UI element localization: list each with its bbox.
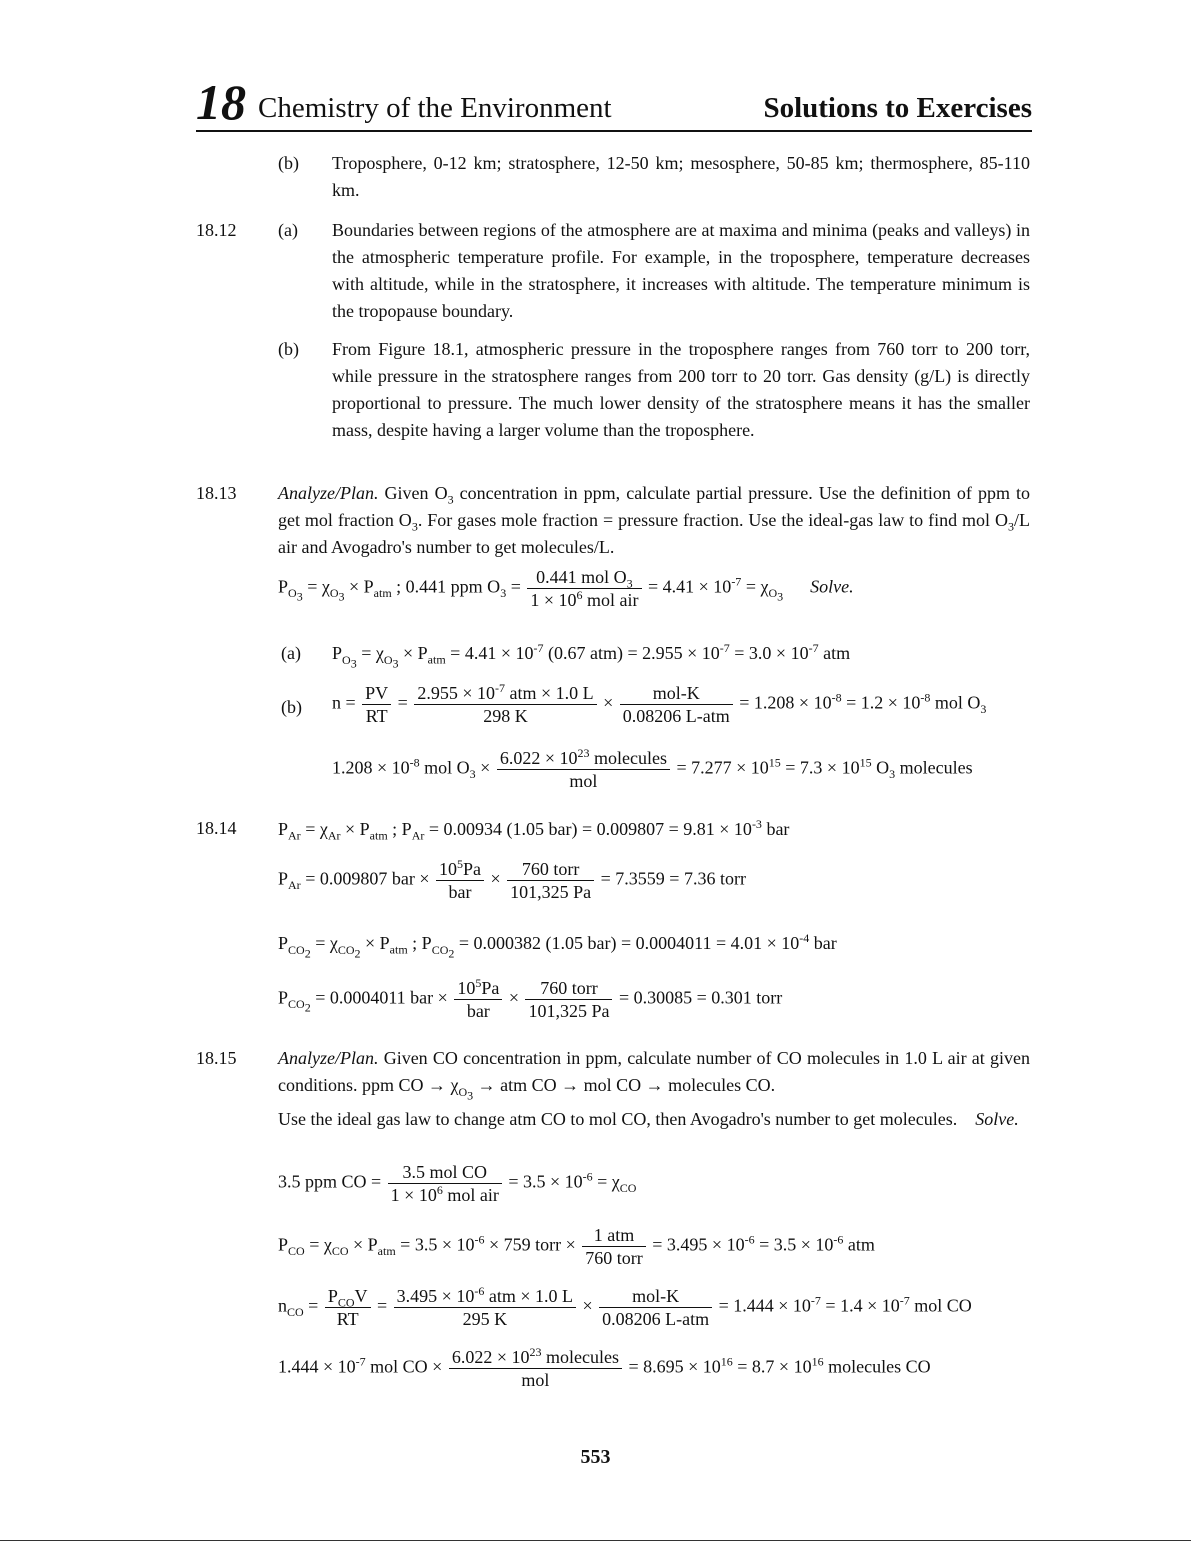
exercise-number: 18.12 [196,220,237,240]
text: mol CO × [365,1356,447,1377]
text: 1 × 10 [530,590,577,610]
text: mol [569,771,598,791]
text: 101,325 Pa [510,882,592,902]
text: = 0.30085 = 0.301 torr [618,987,783,1008]
text: bar [809,933,837,953]
equation-1814-co2: $P_{CO_2} = \chi_{CO_2} \times P_{atm}$ ; $P_{CO_2} = 0.000382$ (1.05 $bar) = 0.0004011 = 4.01 \times 10^{-4}$ bar [278,931,837,960]
equation-1814-ar-torr: $P_{Ar} = 0.009807$ bar × $\frac{10^5Pa}{\text{bar}}$ × $\frac{\text{760 torr}}{101,325 Pa}$ = 7.3559 = 7.36 torr [278,857,746,902]
item-label: (b) [281,697,302,717]
text: 760 torr [585,1248,643,1268]
fraction [599,1285,712,1330]
equation-1815-ppm: 3.5 ppm CO = $\frac{\text{3.5 mol CO}}{1 \times 10^6 mol air}$ = $3.5 \times 10^{-6} = \chi_{CO}$ [278,1162,637,1205]
text: 1.208 × 10 [332,757,410,778]
running-header [196,74,1032,132]
text: /L air and Avogadro's number to get molecules/L. [278,510,1030,557]
text: ; P [407,933,432,953]
text: atm [818,643,851,663]
fraction [507,858,594,903]
text: Pa [462,859,481,879]
text: = 3.5 × 10 [395,1234,475,1255]
text: 10 [457,978,476,998]
paragraph-1811b: Troposphere, 0-12 km; stratosphere, 12-50 km; mesosphere, 50-85 km; thermosphere, 85-110 km. [332,153,1030,200]
fraction: $\frac{6.022 \times 10^{23} molecules}{\text{mol}}$ [449,1346,622,1391]
text: = 1.2 × 10 [841,692,921,713]
text: bar [761,819,790,839]
paragraph-1813: Analyze/Plan. Given $O_3$ concentration in ppm, calculate partial pressure. Use the definition of ppm to get mol fraction $O_3$. For gases mole fraction = pressure fraction. Use the ideal-gas law to find mol $O_3/L$ air and Avogadro's number to get molecules/L. [278,483,1030,557]
equation-1814-co2-torr: $P_{CO_2} = 0.0004011$ bar × $\frac{10^5Pa}{\text{bar}}$ × $\frac{\text{760 torr}}{101,325 Pa}$ = 0.30085 = 0.301 torr [278,976,783,1021]
text: bar [466,1001,490,1021]
text: 3.495 × 10 [396,1286,475,1306]
analyze-plan-label: Analyze/Plan. [278,1048,379,1068]
text: 1 atm [582,1224,646,1247]
equation-1815-nco: $n_{CO}$ = $\frac{P_{CO}V}{RT}$ = $\frac{3.495 \times 10^{-6} atm \times 1.0 L}{295 K}$ × $\frac{\text{mol-K}}{\text{0.08206 L-atm}}$ = $1.444 \times 10^{-7} = 1.4 \times 10^{-7}$ mol CO [278,1284,972,1329]
text: mol O [419,757,470,778]
exercise-number: 18.13 [196,483,237,503]
chapter-number: 18 [196,74,246,130]
fraction: $\frac{0.441 mol O_3}{1 \times 10^6 mol air}$ [527,566,641,611]
fraction [362,682,391,727]
text: bar [448,882,472,902]
text: = 0.000382 (1.05 bar) = 0.0004011 = 4.01 × 10 [454,933,800,953]
text: Given O [378,483,448,503]
text: P [278,819,289,839]
page-number: 553 [580,1446,611,1468]
text: = 0.009807 bar × [300,868,434,889]
solve-label: Solve. [975,1109,1019,1129]
fraction: $\frac{2.955 \times 10^{-7} atm \times 1.0 L}{298 K}$ [414,682,596,727]
exercise-number: 18.15 [196,1048,237,1068]
text: mol-K [620,682,733,705]
text: Use the ideal gas law to change atm CO to mol CO, then Avogadro's number to get molecules. [278,1109,958,1129]
text: = 8.7 × 10 [732,1356,812,1377]
text: molecules [541,1347,619,1367]
text: = 7.3559 = 7.36 torr [600,868,746,889]
text: 0.441 mol O [536,567,627,587]
equation-1813b: n = $\frac{PV}{RT}$ = $\frac{2.955 \times 10^{-7} atm \times 1.0 L}{298 K}$ × $\frac{\text{mol-K}}{\text{0.08206 L-atm}}$ = $1.208 \times 10^{-8} = 1.2 \times 10^{-8}$ mol $O_3$ [332,681,987,726]
text: = 7.3 × 10 [780,757,860,778]
text: mol O [930,692,981,713]
text: → atm CO → mol CO → molecules CO. [473,1075,776,1095]
text: 3.5 mol CO [388,1161,502,1184]
text: RT [336,1309,359,1329]
equation-1815-molecules: $1.444 \times 10^{-7}$ mol CO × $\frac{6.022 \times 10^{23} molecules}{\text{mol}}$ = $8.695 \times 10^{16} = 8.7 \times 10^{16}$ molecules CO [278,1345,931,1390]
text: 760 torr [507,858,594,881]
text: concentration in ppm, calculate partial pressure. Use the definition of ppm to get mol fraction O [278,483,1030,530]
text: mol air [442,1185,499,1205]
paragraph-1812a: Boundaries between regions of the atmosphere are at maxima and minima (peaks and valleys) in the atmospheric temperature profile. For example, in the troposphere, temperature decreases with altitude, while in the stratosphere, it increases with altitude. The temperature minimum is the tropopause boundary. [332,220,1030,321]
text: 1 × 10 [390,1185,437,1205]
item-label: (a) [281,643,301,663]
paragraph-1815: Analyze/Plan. Given CO concentration in ppm, calculate number of CO molecules in 1.0 L air at given conditions. ppm CO → $\chi_{O_3}$ → atm CO → mol CO → molecules CO. [278,1048,1030,1102]
fraction [525,977,612,1022]
analyze-plan-label: Analyze/Plan. [278,483,379,503]
text: = χ [302,576,330,597]
fraction: $\frac{3.495 \times 10^{-6} atm \times 1.0 L}{295 K}$ [394,1285,576,1330]
text: 6.022 × 10 [499,748,578,768]
text: 6.022 × 10 [451,1347,530,1367]
text: (0.67 atm) = 2.955 × 10 [543,643,720,663]
text: molecules [589,748,667,768]
item-label: (a) [278,220,298,240]
text: = χ [304,1234,332,1255]
text: ; 0.441 ppm O [391,576,501,597]
text: atm × 1.0 L [504,683,594,703]
text: mol CO [909,1295,972,1316]
equation-1813-ppm: $P_{O_3} = \chi_{O_3} \times P_{atm}$ ; 0.441 ppm $O_3$ = $\frac{0.441 mol O_3}{1 \times 10^6 mol air}$ = $4.41 \times 10^{-7} = \chi_{O_3}$ Solve. [278,567,854,610]
text: = χ [310,933,338,953]
text: = χ [300,819,328,839]
text: n = [332,692,361,713]
text: = 1.444 × 10 [718,1295,811,1316]
fraction [582,1224,646,1269]
solve-label: Solve. [810,576,854,597]
text: = 3.495 × 10 [652,1234,745,1255]
text: 298 K [483,706,528,726]
text: = 3.5 × 10 [754,1234,834,1255]
text: = χ [592,1171,620,1192]
text: O [871,757,890,778]
text: mol [521,1370,550,1390]
text: 0.08206 L-atm [622,706,730,726]
text: 2.955 × 10 [417,683,495,703]
equation-1813-molecules: $1.208 \times 10^{-8}$ mol $O_3$ × $\frac{6.022 \times 10^{23} molecules}{\text{mol}}$ = $7.277 \times 10^{15} = 7.3 \times 10^{15}$ $O_3$ molecules [332,746,973,791]
text: V [354,1286,368,1306]
text: = 0.0004011 bar × [310,987,453,1008]
item-label: (b) [278,339,299,359]
text: 1.444 × 10 [278,1356,356,1377]
fraction: $\frac{P_{CO}V}{RT}$ [325,1285,371,1330]
exercise-number: 18.14 [196,818,237,838]
text: = 7.277 × 10 [676,757,769,778]
text: mol-K [599,1285,712,1308]
text: = 4.41 × 10 [648,576,732,597]
text: 295 K [462,1309,508,1329]
text: P [327,1286,338,1306]
text: = 1.208 × 10 [739,692,832,713]
text: molecules CO [823,1356,931,1377]
text: × 759 torr × [484,1234,581,1255]
section-title: Solutions to Exercises [763,92,1032,124]
equation-1813a: $P_{O_3} = \chi_{O_3} \times P_{atm} = 4.41 \times 10^{-7}$ (0.67 $atm) = 2.955 \times 10^{-7} = 3.0 \times 10^{-7}$ atm [332,641,851,670]
text: = 4.41 × 10 [445,643,534,663]
text: n [278,1295,287,1316]
text: atm × 1.0 L [484,1286,573,1306]
text: = 8.695 × 10 [628,1356,721,1377]
fraction: $\frac{\text{3.5 mol CO}}{1 \times 10^6 mol air}$ [388,1161,502,1206]
text: = χ [741,576,769,597]
text: 101,325 Pa [528,1001,610,1021]
text: . For gases mole fraction = pressure fraction. Use the ideal-gas law to find mol O [417,510,1008,530]
text: = 0.00934 (1.05 bar) = 0.009807 = 9.81 × 10 [424,819,752,839]
chapter-title: Chemistry of the Environment [258,92,612,124]
text: 10 [438,859,457,879]
text: molecules [895,757,973,778]
text: RT [365,706,388,726]
text: × P [340,819,370,839]
text: 3.5 ppm CO = [278,1171,386,1192]
text: × P [360,933,390,953]
paragraph-1812b: From Figure 18.1, atmospheric pressure in the troposphere ranges from 760 torr to 200 torr, while pressure in the stratosphere ranges from 200 torr to 20 torr. Gas density (g/L) is directly proportional to pressure. The much lower density of the stratosphere means it has the smaller mass, despite having a larger volume than the troposphere. [332,339,1030,440]
item-label: (b) [278,153,299,173]
text: PV [362,682,391,705]
fraction [620,682,733,727]
equation-1815-pco: $P_{CO} = \chi_{CO} \times P_{atm} = 3.5 \times 10^{-6} \times 759$ torr × $\frac{\text{1 atm}}{\text{760 torr}}$ = $3.495 \times 10^{-6} = 3.5 \times 10^{-6}$ atm [278,1225,875,1268]
text: × P [348,1234,378,1255]
text: atm [843,1234,875,1255]
text: = 3.0 × 10 [729,643,809,663]
fraction: $\frac{10^5Pa}{\text{bar}}$ [436,858,484,903]
text: = 1.4 × 10 [820,1295,900,1316]
text: Given CO concentration in ppm, calculate number of CO molecules in 1.0 L air at given conditions. ppm CO → χ [278,1048,1030,1095]
text: × P [344,576,374,597]
paragraph-1815-b [278,1106,1030,1133]
fraction: $\frac{6.022 \times 10^{23} molecules}{\text{mol}}$ [497,747,670,792]
text: Pa [481,978,500,998]
text: ; P [387,819,412,839]
page-bottom-divider [0,1540,1191,1541]
fraction: $\frac{10^5Pa}{\text{bar}}$ [454,977,502,1022]
text: 0.08206 L-atm [602,1309,710,1329]
text: mol air [582,590,639,610]
equation-1814-ar: $P_{Ar} = \chi_{Ar} \times P_{atm}$ ; $P_{Ar} = 0.00934$ (1.05 $bar) = 0.009807 = 9.81 \times 10^{-3}$ bar [278,817,790,843]
text: = 3.5 × 10 [508,1171,583,1192]
text: 760 torr [525,977,612,1000]
text: -7 [731,574,742,589]
